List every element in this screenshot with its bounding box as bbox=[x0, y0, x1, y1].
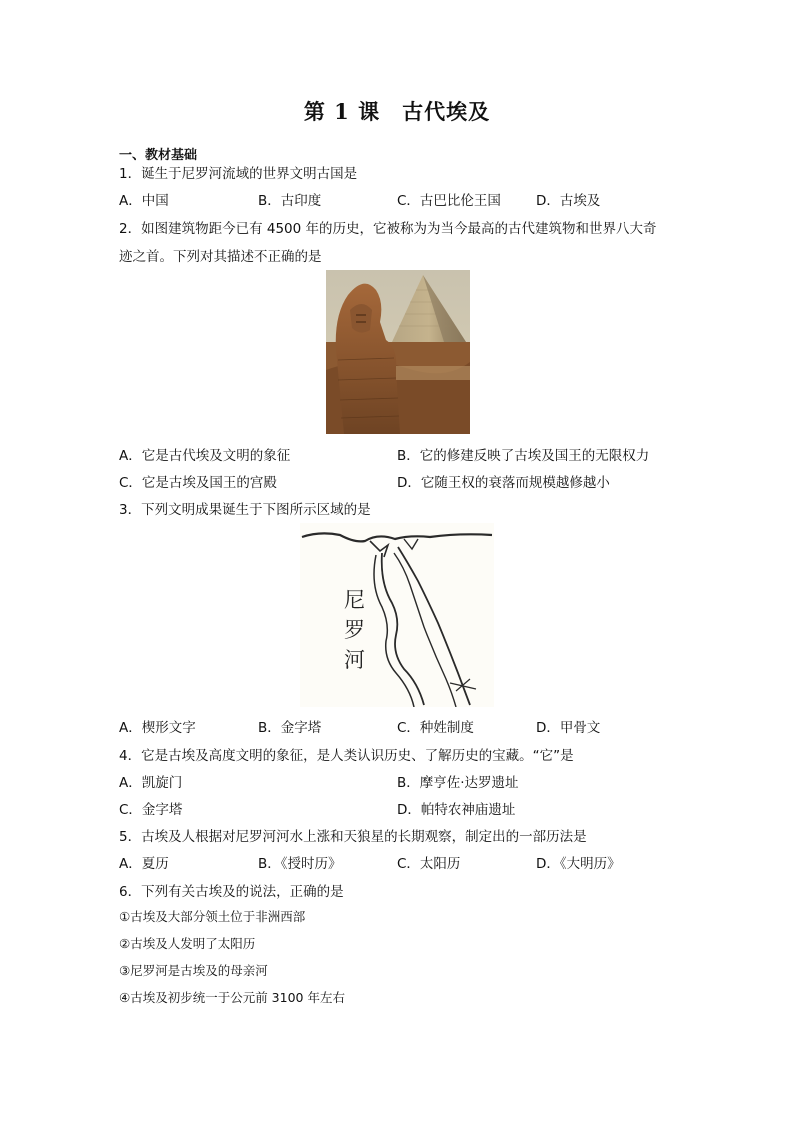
nile-label-char: 罗 bbox=[344, 618, 365, 642]
q5-option-c: C．太阳历 bbox=[397, 856, 461, 872]
q4-option-b: B．摩亨佐·达罗遗址 bbox=[397, 775, 519, 791]
q2-option-c: C．它是古埃及国王的宫殿 bbox=[119, 475, 277, 491]
q2-option-a: A．它是古代埃及文明的象征 bbox=[119, 448, 291, 464]
q1-option-a: A．中国 bbox=[119, 193, 169, 209]
sphinx-pyramid-photo bbox=[326, 270, 470, 434]
q6-item-3: ③尼罗河是古埃及的母亲河 bbox=[119, 963, 268, 978]
q1-option-b: B．古印度 bbox=[258, 193, 322, 209]
q5-option-d: D．《大明历》 bbox=[536, 856, 621, 872]
question-4: 4．它是古埃及高度文明的象征，是人类认识历史、了解历史的宝藏。“它”是 bbox=[119, 748, 574, 764]
q6-item-2: ②古埃及人发明了太阳历 bbox=[119, 936, 256, 951]
nile-label-char: 尼 bbox=[344, 588, 365, 612]
q4-option-a: A．凯旋门 bbox=[119, 775, 183, 791]
section-heading: 一、教材基础 bbox=[119, 148, 198, 163]
q1-option-d: D．古埃及 bbox=[536, 193, 601, 209]
q6-item-1: ①古埃及大部分领土位于非洲西部 bbox=[119, 909, 306, 924]
question-1: 1．诞生于尼罗河流域的世界文明古国是 bbox=[119, 166, 358, 182]
q3-option-c: C．种姓制度 bbox=[397, 720, 474, 736]
nile-map-label bbox=[344, 585, 365, 675]
q4-option-d: D．帕特农神庙遗址 bbox=[397, 802, 516, 818]
question-5: 5．古埃及人根据对尼罗河河水上涨和天狼星的长期观察，制定出的一部历法是 bbox=[119, 829, 587, 845]
nile-map bbox=[300, 523, 494, 707]
q3-option-b: B．金字塔 bbox=[258, 720, 322, 736]
q3-option-a: A．楔形文字 bbox=[119, 720, 196, 736]
q2-option-b: B．它的修建反映了古埃及国王的无限权力 bbox=[397, 448, 650, 464]
question-3: 3．下列文明成果诞生于下图所示区域的是 bbox=[119, 502, 371, 518]
q5-option-b: B．《授时历》 bbox=[258, 856, 342, 872]
q3-option-d: D．甲骨文 bbox=[536, 720, 601, 736]
q5-option-a: A．夏历 bbox=[119, 856, 169, 872]
q2-option-d: D．它随王权的衰落而规模越修越小 bbox=[397, 475, 610, 491]
q4-option-c: C．金字塔 bbox=[119, 802, 183, 818]
question-2-line-2: 迹之首。下列对其描述不正确的是 bbox=[119, 249, 322, 265]
q6-item-4: ④古埃及初步统一于公元前 3100 年左右 bbox=[119, 990, 345, 1005]
question-2-line-1: 2．如图建筑物距今已有 4500 年的历史，它被称为为当今最高的古代建筑物和世界八大奇 bbox=[119, 221, 657, 237]
nile-label-char: 河 bbox=[344, 648, 365, 672]
q1-option-c: C．古巴比伦王国 bbox=[397, 193, 501, 209]
question-6: 6．下列有关古埃及的说法，正确的是 bbox=[119, 884, 344, 900]
page-title: 第 1 课 古代埃及 bbox=[303, 99, 491, 124]
